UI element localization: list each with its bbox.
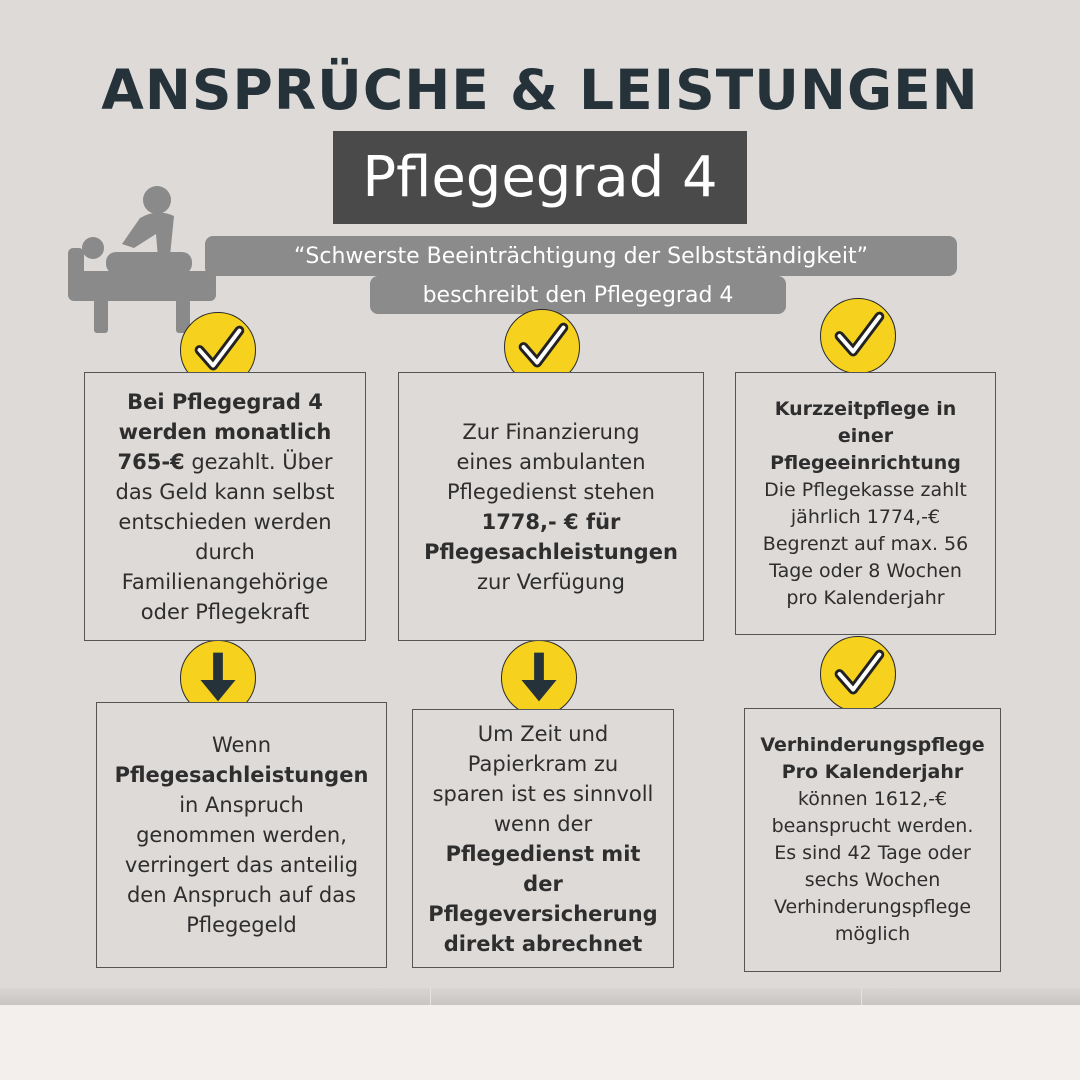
card-line: wenn der xyxy=(493,811,593,836)
card-line: durch xyxy=(195,539,255,564)
card-line: Es sind 42 Tage oder xyxy=(774,842,971,864)
card-line: Pflegedienst stehen xyxy=(447,479,655,504)
card-direkt-abrechnung xyxy=(412,709,674,968)
bottom-band-shadow xyxy=(0,988,1080,1005)
card-line: Tage oder 8 Wochen xyxy=(769,559,962,582)
card-line: beansprucht werden. xyxy=(771,815,974,837)
card-line: Wenn xyxy=(211,733,272,757)
card-text xyxy=(760,732,984,948)
subtitle-box xyxy=(333,131,747,224)
card-line: pro Kalenderjahr xyxy=(786,586,945,609)
arrow-down-icon xyxy=(501,640,577,716)
band-divider xyxy=(430,988,431,1005)
card-line-bold: werden monatlich xyxy=(118,419,332,444)
card-text xyxy=(424,417,678,597)
card-line-bold: Pro Kalenderjahr xyxy=(781,761,964,783)
card-line-bold: Bei Pflegegrad 4 xyxy=(127,389,323,414)
card-line: können 1612,-€ xyxy=(797,788,948,810)
card-line: Begrenzt auf max. 56 xyxy=(762,532,969,555)
card-pflegesachleistungen xyxy=(398,372,704,641)
card-line: Um Zeit und xyxy=(477,721,609,746)
card-text xyxy=(115,387,334,627)
card-pflegegeld xyxy=(84,372,366,641)
card-line-bold: Kurzzeitpflege in einer xyxy=(774,397,957,447)
card-line: Papierkram zu xyxy=(467,751,619,776)
card-line-bold: Verhinderungspflege xyxy=(760,734,985,756)
bottom-band xyxy=(0,1005,1080,1080)
card-line: oder Pflegekraft xyxy=(140,599,310,624)
card-line-bold: Pflegedienst mit der xyxy=(445,841,641,896)
card-amount: 1778,- € für xyxy=(481,509,621,534)
subtitle-text: Pflegegrad 4 xyxy=(362,145,718,210)
card-line-bold: Pflegeversicherung xyxy=(428,901,658,926)
card-line: jährlich 1774,-€ xyxy=(790,505,941,528)
quote-line-1: “Schwerste Beeinträchtigung der Selbstständigkeit” xyxy=(205,236,957,276)
card-line: gezahlt. Über xyxy=(184,449,333,474)
card-line-bold: Pflegesachleistungen xyxy=(114,763,369,787)
card-line: den Anspruch auf das xyxy=(126,883,357,907)
card-anspruch-verringerung xyxy=(96,702,387,968)
card-text xyxy=(115,730,369,940)
card-verhinderungspflege xyxy=(744,708,1001,972)
card-amount: 765-€ xyxy=(117,449,185,474)
card-line: in Anspruch xyxy=(179,793,304,817)
quote-line-2: beschreibt den Pflegegrad 4 xyxy=(370,276,786,314)
card-line: Verhinderungspflege xyxy=(773,896,972,918)
checkmark-icon xyxy=(820,298,896,374)
card-line: sparen ist es sinnvoll xyxy=(432,781,654,806)
card-kurzzeitpflege xyxy=(735,372,996,635)
card-line: genommen werden, xyxy=(136,823,347,847)
card-line: zur Verfügung xyxy=(477,569,625,594)
card-line: entschieden werden xyxy=(118,509,332,534)
card-line: eines ambulanten xyxy=(456,449,646,474)
band-divider xyxy=(861,988,862,1005)
card-line: Familienangehörige xyxy=(121,569,329,594)
card-line: das Geld kann selbst xyxy=(115,479,335,504)
card-line: möglich xyxy=(834,923,911,945)
page-title: ANSPRÜCHE & LEISTUNGEN xyxy=(101,58,979,122)
card-line: verringert das anteilig xyxy=(124,853,359,877)
card-line: sechs Wochen xyxy=(804,869,941,891)
card-line: Pflegegeld xyxy=(186,913,297,937)
card-text xyxy=(746,396,985,612)
card-line: Die Pflegekasse zahlt xyxy=(764,478,967,501)
checkmark-icon xyxy=(820,636,896,712)
card-text xyxy=(423,719,663,959)
card-line: Zur Finanzierung xyxy=(462,419,640,444)
card-line-bold: direkt abrechnet xyxy=(443,931,643,956)
card-line-bold: Pflegeeinrichtung xyxy=(770,451,961,474)
card-line-bold: Pflegesachleistungen xyxy=(424,539,678,564)
